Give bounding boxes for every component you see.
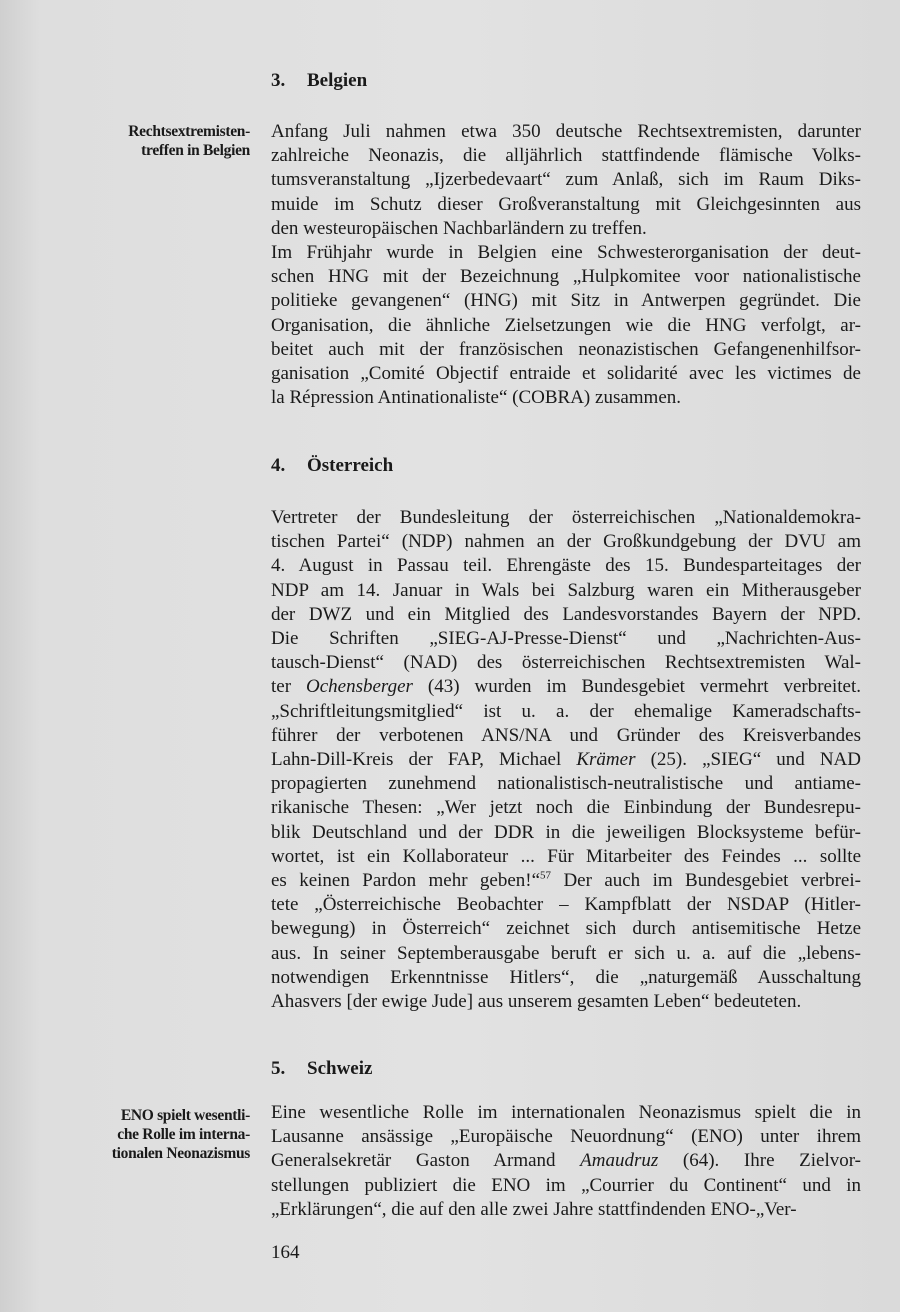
section-heading-belgien <box>271 70 367 92</box>
paragraph <box>271 120 861 241</box>
text-line: Generalsekretär Gaston Armand Amaudruz (64). Ihre Zielvor- <box>271 1150 861 1172</box>
section-number: 5. <box>271 1058 286 1079</box>
section-title: Österreich <box>307 455 394 476</box>
margin-note-line: ENO spielt wesentli- <box>120 1107 250 1124</box>
text-line: wortet, ist ein Kollaborateur ... Für Mitarbeiter des Feindes ... sollte <box>271 845 861 867</box>
text-line: Im Frühjahr wurde in Belgien eine Schwesterorganisation der deut- <box>271 242 861 263</box>
text-line: Eine wesentliche Rolle im internationalen Neonazismus spielt die in <box>271 1102 861 1123</box>
text-line: tischen Partei“ (NDP) nahmen an der Großkundgebung der DVU am <box>271 531 861 553</box>
text-line: der DWZ und ein Mitglied des Landesvorstandes Bayern der NPD. <box>271 603 861 625</box>
text-line: ganisation „Comité Objectif entraide et solidarité avec les victimes de <box>271 363 861 385</box>
text-line: blik Deutschland und der DDR in die jeweiligen Blocksysteme befür- <box>271 821 861 843</box>
text-line: NDP am 14. Januar in Wals bei Salzburg waren ein Mitherausgeber <box>271 579 861 601</box>
text-line: tumsveranstaltung „Ijzerbedevaart“ zum Anlaß, sich im Raum Diks- <box>271 169 861 191</box>
text-line: muide im Schutz dieser Großveranstaltung mit Gleichgesinnten aus <box>271 193 861 215</box>
paragraph <box>271 1101 861 1222</box>
text-line: zahlreiche Neonazis, die alljährlich stattfindende flämische Volks- <box>271 145 861 167</box>
text-line: es keinen Pardon mehr geben!“$^{57}$ Der auch im Bundesgebiet verbrei- <box>271 869 861 892</box>
text-line: den westeuropäischen Nachbarländern zu treffen. <box>271 217 647 239</box>
section-number: 4. <box>271 455 286 476</box>
paragraph <box>271 241 861 410</box>
margin-note-line: che Rolle im interna- <box>117 1126 250 1143</box>
text-line: Organisation, die ähnliche Zielsetzungen wie die HNG verfolgt, ar- <box>271 314 861 336</box>
text-line: „Erklärungen“, die auf den alle zwei Jahre stattfindenden ENO-„Ver- <box>271 1198 797 1220</box>
text-line: aus. In seiner Septemberausgabe beruft er sich u. a. auf die „lebens- <box>271 942 861 964</box>
paragraph <box>271 506 861 1014</box>
text-line: Lahn-Dill-Kreis der FAP, Michael Krämer (25). „SIEG“ und NAD <box>271 749 861 771</box>
text-line: la Répression Antinationaliste“ (COBRA) zusammen. <box>271 387 682 409</box>
margin-note-eno <box>60 1106 250 1163</box>
section-heading-oesterreich <box>271 455 393 477</box>
margin-note-line: treffen in Belgien <box>141 142 250 159</box>
text-line: stellungen publiziert die ENO im „Courrier du Continent“ und in <box>271 1174 861 1196</box>
section-title: Belgien <box>307 70 368 91</box>
text-line: beitet auch mit der französischen neonazistischen Gefangenenhilfsor- <box>271 338 861 360</box>
margin-note-line: tionalen Neonazismus <box>111 1145 250 1162</box>
text-line: Die Schriften „SIEG-AJ-Presse-Dienst“ und „Nachrichten-Aus- <box>271 628 861 650</box>
text-line: Vertreter der Bundesleitung der österreichischen „Nationaldemokra- <box>271 507 861 528</box>
text-line: Anfang Juli nahmen etwa 350 deutsche Rechtsextremisten, darunter <box>271 121 861 142</box>
text-line: politieke gevangenen“ (HNG) mit Sitz in Antwerpen gegründet. Die <box>271 290 861 312</box>
text-line: notwendigen Erkenntnisse Hitlers“, die „naturgemäß Ausschaltung <box>271 966 861 988</box>
text-line: führer der verbotenen ANS/NA und Gründer des Kreisverbandes <box>271 724 861 746</box>
text-line: tausch-Dienst“ (NAD) des österreichischen Rechtsextremisten Wal- <box>271 652 861 674</box>
text-line: schen HNG mit der Bezeichnung „Hulpkomitee voor nationalistische <box>271 266 861 288</box>
text-line: 4. August in Passau teil. Ehrengäste des 15. Bundesparteitages der <box>271 555 861 577</box>
section-number: 3. <box>271 70 286 91</box>
text-line: rikanische Thesen: „Wer jetzt noch die Einbindung der Bundesrepu- <box>271 797 861 819</box>
text-line: tete „Österreichische Beobachter – Kampfblatt der NSDAP (Hitler- <box>271 894 861 916</box>
text-line: Lausanne ansässige „Europäische Neuordnung“ (ENO) unter ihrem <box>271 1126 861 1148</box>
text-line: bewegung) in Österreich“ zeichnet sich durch antisemitische Hetze <box>271 918 861 940</box>
text-line: Ahasvers [der ewige Jude] aus unserem gesamten Leben“ bedeuteten. <box>271 991 802 1013</box>
margin-note-belgien <box>60 122 250 160</box>
page-number: 164 <box>271 1242 300 1263</box>
text-line: „Schriftleitungsmitglied“ ist u. a. der ehemalige Kameradschafts- <box>271 700 861 722</box>
text-line: propagierten zunehmend nationalistisch-neutralistische und antiame- <box>271 773 861 795</box>
section-heading-schweiz <box>271 1058 372 1080</box>
text-line: ter Ochensberger (43) wurden im Bundesgebiet vermehrt verbreitet. <box>271 676 861 698</box>
margin-note-line: Rechtsextremisten- <box>128 123 250 140</box>
section-title: Schweiz <box>307 1058 373 1079</box>
